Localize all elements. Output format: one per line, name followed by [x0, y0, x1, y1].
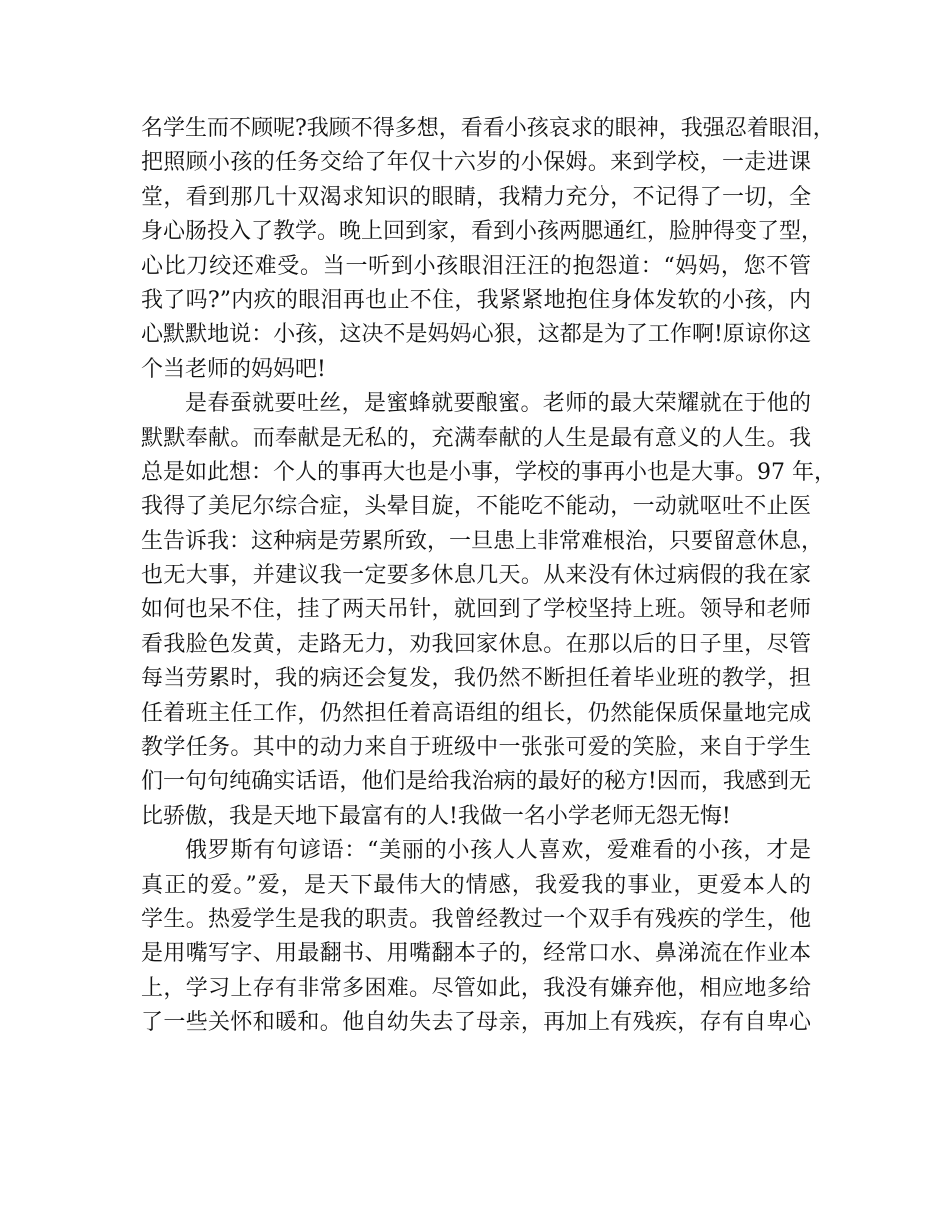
text-line: 也无大事，并建议我一定要多休息几天。从来没有休过病假的我在家 — [141, 563, 811, 589]
text-line: 如何也呆不住，挂了两天吊针，就回到了学校坚持上班。领导和老师 — [141, 597, 811, 623]
text-line: 上，学习上存有非常多困难。尽管如此，我没有嫌弃他，相应地多给 — [141, 975, 811, 1001]
text-line: 把照顾小孩的任务交给了年仅十六岁的小保姆。来到学校，一走进课 — [141, 150, 811, 176]
text-line: 真正的爱。”爱，是天下最伟大的情感，我爱我的事业，更爱本人的 — [141, 872, 811, 898]
paragraph-2 — [141, 387, 836, 834]
text-line: 心默默地说：小孩，这决不是妈妈心狠，这都是为了工作啊!原谅你这 — [141, 322, 811, 348]
text-line: 总是如此想：个人的事再大也是小事，学校的事再小也是大事。97 年， — [141, 459, 836, 485]
text-line: 任着班主任工作，仍然担任着高语组的组长，仍然能保质保量地完成 — [141, 700, 811, 726]
text-line: 是用嘴写字、用最翻书、用嘴翻本子的，经常口水、鼻涕流在作业本 — [141, 941, 811, 967]
text-line: 了一些关怀和暖和。他自幼失去了母亲，再加上有残疾，存有自卑心 — [141, 1010, 811, 1036]
document-body — [141, 112, 836, 1041]
text-line: 心比刀绞还难受。当一听到小孩眼泪汪汪的抱怨道：“妈妈，您不管 — [141, 253, 811, 279]
text-line: 看我脸色发黄，走路无力，劝我回家休息。在那以后的日子里，尽管 — [141, 631, 811, 657]
text-line: 名学生而不顾呢?我顾不得多想，看看小孩哀求的眼神，我强忍着眼泪， — [141, 116, 835, 141]
text-line: 我得了美尼尔综合症，头晕目旋，不能吃不能动，一动就呕吐不止医 — [141, 494, 811, 520]
text-line: 堂，看到那几十双渴求知识的眼睛，我精力充分，不记得了一切，全 — [141, 184, 811, 210]
text-line: 是春蚕就要吐丝，是蜜蜂就要酿蜜。老师的最大荣耀就在于他的 — [185, 391, 811, 417]
text-line: 个当老师的妈妈吧! — [141, 356, 326, 382]
text-line: 们一句句纯确实话语，他们是给我治病的最好的秘方!因而，我感到无 — [141, 769, 811, 795]
text-line: 默默奉献。而奉献是无私的，充满奉献的人生是最有意义的人生。我 — [141, 425, 811, 451]
text-line: 每当劳累时，我的病还会复发，我仍然不断担任着毕业班的教学，担 — [141, 666, 811, 692]
text-line: 学生。热爱学生是我的职责。我曾经教过一个双手有残疾的学生，他 — [141, 906, 811, 932]
text-line: 生告诉我：这种病是劳累所致，一旦患上非常难根治，只要留意休息， — [141, 528, 824, 554]
text-line: 身心肠投入了教学。晚上回到家，看到小孩两腮通红，脸肿得变了型， — [141, 219, 824, 245]
text-line: 教学任务。其中的动力来自于班级中一张张可爱的笑脸，来自于学生 — [141, 735, 811, 761]
paragraph-3 — [141, 834, 811, 1040]
text-line: 俄罗斯有句谚语：“美丽的小孩人人喜欢，爱难看的小孩，才是 — [185, 838, 811, 864]
text-line: 比骄傲，我是天地下最富有的人!我做一名小学老师无怨无悔! — [141, 803, 731, 829]
text-line: 我了吗?”内疚的眼泪再也止不住，我紧紧地抱住身体发软的小孩，内 — [141, 287, 811, 313]
paragraph-1 — [141, 112, 835, 387]
